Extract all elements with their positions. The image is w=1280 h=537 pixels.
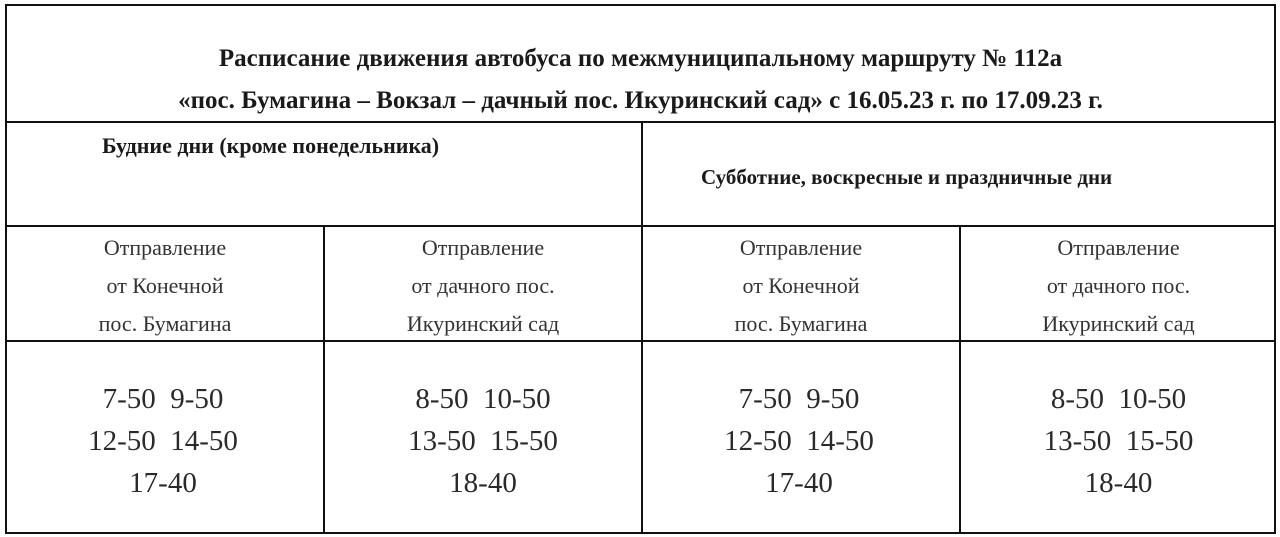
column-header-line: от дачного пос.	[1046, 273, 1191, 298]
departure-times	[7, 378, 323, 504]
column-header-line: от Конечной	[742, 273, 860, 298]
departure-times-line: 12-50 14-50	[724, 425, 874, 457]
departure-times	[325, 378, 641, 504]
departure-times-line: 7-50 9-50	[102, 383, 224, 415]
column-header-line: пос. Бумагина	[98, 311, 232, 336]
departure-times-line: 7-50 9-50	[738, 383, 860, 415]
schedule-title	[7, 6, 1274, 123]
title-line-period: «пос. Бумагина – Вокзал – дачный пос. Икуринский сад» с 16.05.23 г. по 17.09.23 г.	[178, 87, 1103, 114]
group-header-weekend	[643, 123, 1276, 227]
column-header-line: Отправление	[1057, 235, 1180, 260]
column-header-line: Отправление	[103, 235, 227, 260]
column-header	[961, 227, 1276, 342]
departure-times-line: 18-40	[449, 467, 517, 499]
column-weekend-from-ikurinsky	[961, 227, 1276, 532]
departure-times-line: 18-40	[1084, 467, 1153, 499]
column-weekday-from-bumagina	[7, 227, 325, 532]
column-header-line: пос. Бумагина	[734, 311, 868, 336]
column-header-line: Отправление	[421, 235, 545, 260]
departure-times-line: 13-50 15-50	[408, 425, 558, 457]
departure-times-line: 13-50 15-50	[1043, 425, 1194, 457]
column-weekday-from-ikurinsky	[325, 227, 643, 532]
column-header	[7, 227, 323, 342]
departure-times-line: 17-40	[765, 467, 833, 499]
departure-times-line: 8-50 10-50	[415, 383, 551, 415]
title-line-route: Расписание движения автобуса по межмуниципальному маршруту № 112а	[218, 45, 1063, 72]
column-header-line: от Конечной	[106, 273, 224, 298]
departure-times	[961, 378, 1276, 504]
departure-times-line: 12-50 14-50	[88, 425, 238, 457]
schedule-table	[5, 4, 1276, 534]
weekdays-label: Будние дни (кроме понедельника)	[102, 133, 440, 158]
column-header-line: Отправление	[739, 235, 863, 260]
departure-times	[643, 378, 959, 504]
column-header-line: Икуринский сад	[406, 311, 560, 336]
weekend-label: Субботние, воскресные и праздничные дни	[701, 165, 1113, 189]
column-header	[643, 227, 959, 342]
departure-times-line: 8-50 10-50	[1050, 383, 1187, 415]
column-weekend-from-bumagina	[643, 227, 961, 532]
column-header-line: от дачного пос.	[411, 273, 555, 298]
group-header-weekdays	[7, 123, 643, 227]
column-header-line: Икуринский сад	[1042, 311, 1195, 336]
departure-times-line: 17-40	[129, 467, 197, 499]
column-header	[325, 227, 641, 342]
